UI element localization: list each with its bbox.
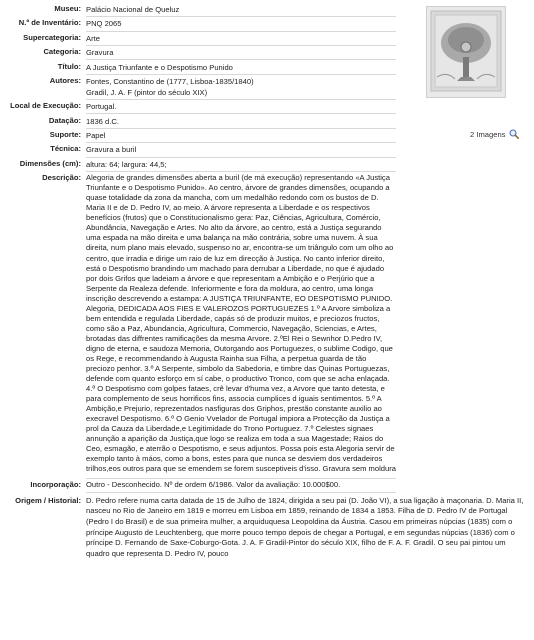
field-value: Arte	[86, 33, 100, 43]
field-value: A Justiça Triunfante e o Despotismo Punido	[86, 62, 233, 72]
field-value: altura: 64; largura: 44,5;	[86, 159, 167, 169]
field-label: Datação:	[48, 115, 81, 125]
field-label: Supercategoria:	[23, 32, 81, 42]
field-datacao	[0, 116, 534, 127]
field-tecnica	[0, 144, 534, 155]
field-value: Fontes, Constantino de (1777, Lisboa-1835/1840) Gradil, J. A. F (pintor do século XIX)	[86, 76, 254, 97]
divider	[86, 113, 396, 114]
divider	[86, 128, 396, 129]
field-local	[0, 101, 534, 112]
field-label: Museu:	[54, 4, 81, 13]
field-label: Categoria:	[43, 47, 81, 57]
field-label: N.º de Inventário:	[18, 18, 81, 28]
field-dimensoes	[0, 159, 534, 170]
artwork-thumbnail[interactable]	[426, 6, 506, 98]
field-value: Palácio Nacional de Queluz	[86, 5, 180, 14]
field-label: Autores:	[49, 75, 81, 85]
artwork-thumbnail-image	[427, 7, 505, 97]
field-label: Local de Execução:	[10, 101, 81, 111]
divider	[86, 99, 396, 100]
field-suporte	[0, 130, 534, 141]
divider	[86, 492, 396, 493]
divider	[86, 142, 396, 143]
field-label: Suporte:	[49, 130, 81, 139]
magnifier-icon[interactable]	[509, 129, 519, 139]
divider	[86, 59, 396, 60]
field-descricao	[0, 173, 534, 474]
image-count[interactable]	[470, 129, 519, 139]
field-value: 1836 d.C.	[86, 116, 119, 126]
field-label: Incorporação:	[30, 479, 81, 489]
field-label: Descrição:	[42, 173, 81, 183]
divider	[86, 478, 396, 479]
field-value: PNQ 2065	[86, 19, 122, 29]
image-count-label: 2 Imagens	[470, 129, 506, 139]
field-value: Outro - Desconhecido. Nº de ordem 6/1986. Valor da avaliação: 10.000$00.	[86, 479, 341, 489]
field-origem	[0, 496, 534, 560]
field-value: Portugal.	[86, 102, 117, 112]
divider	[86, 31, 396, 32]
divider	[86, 45, 396, 46]
field-label: Título:	[57, 61, 81, 71]
divider	[86, 74, 396, 75]
field-value: Gravura	[86, 48, 114, 58]
field-value: Gravura a buril	[86, 145, 137, 155]
field-value: Papel	[86, 131, 106, 140]
field-incorporacao	[0, 480, 534, 490]
field-label: Dimensões (cm):	[19, 158, 81, 168]
field-label: Técnica:	[50, 144, 81, 154]
divider	[86, 157, 396, 158]
field-value: D. Pedro refere numa carta datada de 15 de Julho de 1824, dirigida a seu pai (D. João VI), a sua ligação à maçonaria. D. Maria II, nasceu no Rio de Janeiro em 1819 e morreu em Lisboa em 1859, reinando de 1834 a 1853. Filha de D. Pedro IV de Portugal (Pedro I do Brasil) e de sua primeira mulher, a arquiduquesa Leopoldina da Áustria. Casou em primeiras núpcias (1835) com o príncipe Augusto de Leuchtenberg, que morre pouco tempo depois de chegar a Portugal, e em segundas núpcias (1836) com o príncipe D. Fernando de Saxe-Coburgo-Gota. J. A. F Gradil-Pintor do século XIX, filho de F. A. F. Gradil. O seu pai pintou um quadro que representa D. Pedro IV, pouco	[86, 495, 524, 558]
divider	[86, 16, 396, 17]
field-label: Origem / Historial:	[15, 495, 81, 505]
field-value: Alegoria de grandes dimensões aberta a buril (de má execução) representando «A Justiça Triunfante e o Despotismo Punido». Ao centro, árvore de grandes dimensões, ocupando a quase totalidade da zona da mancha, com um medalhão redondo com os bustos de D. Maria II e de D. Pedro IV, ao meio. A árvore representa a Liberdade e os respectivos benefícios (frutos) que o Constitucionalismo gera: Paz, Ciências, Agricultura, Comércio, Abundância, Navegação e Artes. No alto da árvore, ao centro, está a Justiça segurando uma espada na mão direita e uma balança na mão contrária, sobre uma nuvem. À sua direita, num plano mais elevado, suspenso no ar, encontra-se um triângulo com um olho ao centro, que irradia e dirige um raio de luz em direcção à Justiça. No canto inferior direito, está o Despotismo brandindo um machado para derrubar a Liberdade, no que é ajudado por dois Grifos que ladeiam a árvore e que representam a Ambição e o Perjúrio que a Serpente da Realeza defende. Inferiormente e fora da moldura, ao centro, uma longa inscrição descrevendo a estampa: A JUSTIÇA TRIUNFANTE, EO DESPOTISMO PUNIDO. Alegoria, DEDICADA AOS FIES E VALEROZOS PORTUGUEZES 1.º A Arvore simboliza a bem entendida e regulada Liberdade, capás só de produzir muitos, e preciozos fructos, como são a Paz, Abundancia, Agricultura, Commercio, Navegação, Sciencias, e Artes, brotadas das diffrentes ramificações da mesma Arvore. 2.ºEl Rei o Sewnhor D.Pedro IV, digno de eterna, e saudoza Memoria, Outorgando aos Portuguezes, o sublime Codigo, que os Rege, e recommendando à Augusta Rainha sua Filha, a perpetua guarda de tão preciozo penhor. 3.º A Serpente, simbolo da Sabedoria, e timbre das Quinas Portuguezas, defende com quanto esforço em sí cabe, o productivo Tronco, com que se acha enlaçada. 4.º O Despotismo com golpes fataes, crê levar d'huma vez, a Arvore que tanto detesta, e para complemento de seus horrificos fins, associa cumplices d iguais sentimentos. 5.º A Ambição,e Prejurio, reprezentados nasfiguras dos Griphos, prestão constante auxilio ao execravel Despotismo. 6.º O Genio Vvelador de Portugal impiora a Protecção da Justiça a prol da Cauza da Liberdade,e Legitimidade do Trono Portuguez. 7.º Celestes signaes annunção a aparição da Justiça,que logo se realiza em toda a sua Magestade; Raios do Ceo, esmagão, e aterrão o Despotismo, e seus adjuntos. Possa pois esta Alegoria servir de exemplo tanto à máos, como a bons, estes para que nunca se desviem dos verdadeiros trilhos,eos outros para que se emendem se forem susceptiveis d'isso. Gravura sem moldura	[86, 173, 396, 474]
divider	[86, 171, 396, 172]
